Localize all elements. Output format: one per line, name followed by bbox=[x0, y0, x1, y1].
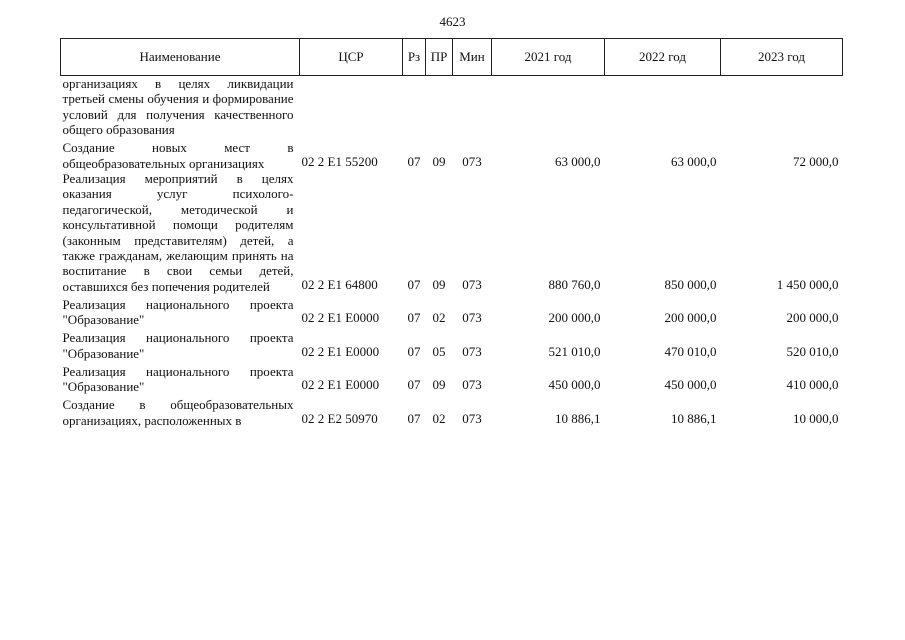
header-csr: ЦСР bbox=[300, 39, 403, 76]
header-2023: 2023 год bbox=[721, 39, 843, 76]
row-pr bbox=[426, 76, 453, 138]
table-row bbox=[61, 328, 843, 361]
row-2023: 72 000,0 bbox=[793, 153, 839, 169]
row-name: Создание новых мест в общеобразовательных организациях bbox=[62, 140, 294, 171]
row-name: организациях в целях ликвидации третьей смены обучения и формирование условий для получения качественного общего образования bbox=[62, 76, 294, 138]
row-name: Реализация национального проекта "Образование" bbox=[62, 296, 294, 328]
row-2023 bbox=[721, 76, 843, 138]
row-csr: 02 2 E1 E0000 bbox=[301, 310, 380, 326]
row-pr: 09 bbox=[432, 276, 446, 292]
table-row bbox=[61, 171, 843, 294]
row-min bbox=[453, 76, 492, 138]
row-csr: 02 2 E2 50970 bbox=[301, 410, 378, 426]
row-2021: 10 886,1 bbox=[555, 410, 601, 426]
page-number: 4623 bbox=[439, 14, 466, 29]
row-2023: 520 010,0 bbox=[786, 343, 839, 359]
row-2021: 200 000,0 bbox=[548, 310, 601, 326]
table-body bbox=[61, 76, 843, 428]
row-min: 073 bbox=[462, 377, 482, 393]
row-csr: 02 2 E1 E0000 bbox=[301, 377, 380, 393]
row-min: 073 bbox=[462, 153, 482, 169]
row-2021 bbox=[492, 76, 605, 138]
row-2022: 470 010,0 bbox=[664, 343, 717, 359]
row-min: 073 bbox=[462, 343, 482, 359]
row-2021: 880 760,0 bbox=[548, 276, 601, 292]
row-min: 073 bbox=[462, 310, 482, 326]
row-rz: 07 bbox=[407, 410, 421, 426]
row-min: 073 bbox=[462, 410, 482, 426]
row-2023: 410 000,0 bbox=[786, 377, 839, 393]
row-2021: 521 010,0 bbox=[548, 343, 601, 359]
row-2022: 450 000,0 bbox=[664, 377, 717, 393]
row-pr: 02 bbox=[432, 310, 446, 326]
row-pr: 09 bbox=[432, 377, 446, 393]
row-pr: 02 bbox=[432, 410, 446, 426]
row-2022: 63 000,0 bbox=[671, 153, 717, 169]
row-csr: 02 2 E1 E0000 bbox=[301, 343, 380, 359]
header-min: Мин bbox=[453, 39, 492, 76]
row-2021: 63 000,0 bbox=[555, 153, 601, 169]
row-name: Реализация национального проекта "Образование" bbox=[62, 330, 294, 361]
row-rz bbox=[403, 76, 426, 138]
row-csr: 02 2 E1 55200 bbox=[301, 153, 378, 169]
row-rz: 07 bbox=[407, 377, 421, 393]
row-2022: 10 886,1 bbox=[671, 410, 717, 426]
row-rz: 07 bbox=[407, 343, 421, 359]
row-2023: 200 000,0 bbox=[786, 310, 839, 326]
row-csr: 02 2 E1 64800 bbox=[301, 276, 378, 292]
header-name: Наименование bbox=[61, 39, 300, 76]
row-csr bbox=[300, 76, 403, 138]
row-min: 073 bbox=[462, 276, 482, 292]
row-pr: 09 bbox=[432, 153, 446, 169]
header-rz: Рз bbox=[403, 39, 426, 76]
table-row bbox=[61, 76, 843, 138]
row-pr: 05 bbox=[432, 343, 446, 359]
table-row bbox=[61, 138, 843, 171]
row-name: Создание в общеобразовательных организациях, расположенных в bbox=[62, 397, 294, 428]
table-row bbox=[61, 395, 843, 428]
row-2023: 1 450 000,0 bbox=[776, 276, 839, 292]
table-row bbox=[61, 294, 843, 327]
table-header bbox=[61, 39, 843, 76]
row-2023: 10 000,0 bbox=[793, 410, 839, 426]
row-name: Реализация мероприятий в целях оказания услуг психолого-педагогической, методической и консультативной помощи родителям (законным представителям) детей, а также гражданам, желающим принять на воспитание в свои семьи детей, оставшихся без попечения родителей bbox=[62, 171, 294, 294]
row-2021: 450 000,0 bbox=[548, 377, 601, 393]
header-pr: ПР bbox=[426, 39, 453, 76]
row-rz: 07 bbox=[407, 310, 421, 326]
row-2022: 200 000,0 bbox=[664, 310, 717, 326]
row-2022 bbox=[605, 76, 721, 138]
row-name: Реализация национального проекта "Образование" bbox=[62, 363, 294, 395]
row-rz: 07 bbox=[407, 153, 421, 169]
header-2021: 2021 год bbox=[492, 39, 605, 76]
header-2022: 2022 год bbox=[605, 39, 721, 76]
row-2022: 850 000,0 bbox=[664, 276, 717, 292]
row-rz: 07 bbox=[407, 276, 421, 292]
table-row bbox=[61, 361, 843, 394]
budget-table bbox=[60, 38, 843, 428]
